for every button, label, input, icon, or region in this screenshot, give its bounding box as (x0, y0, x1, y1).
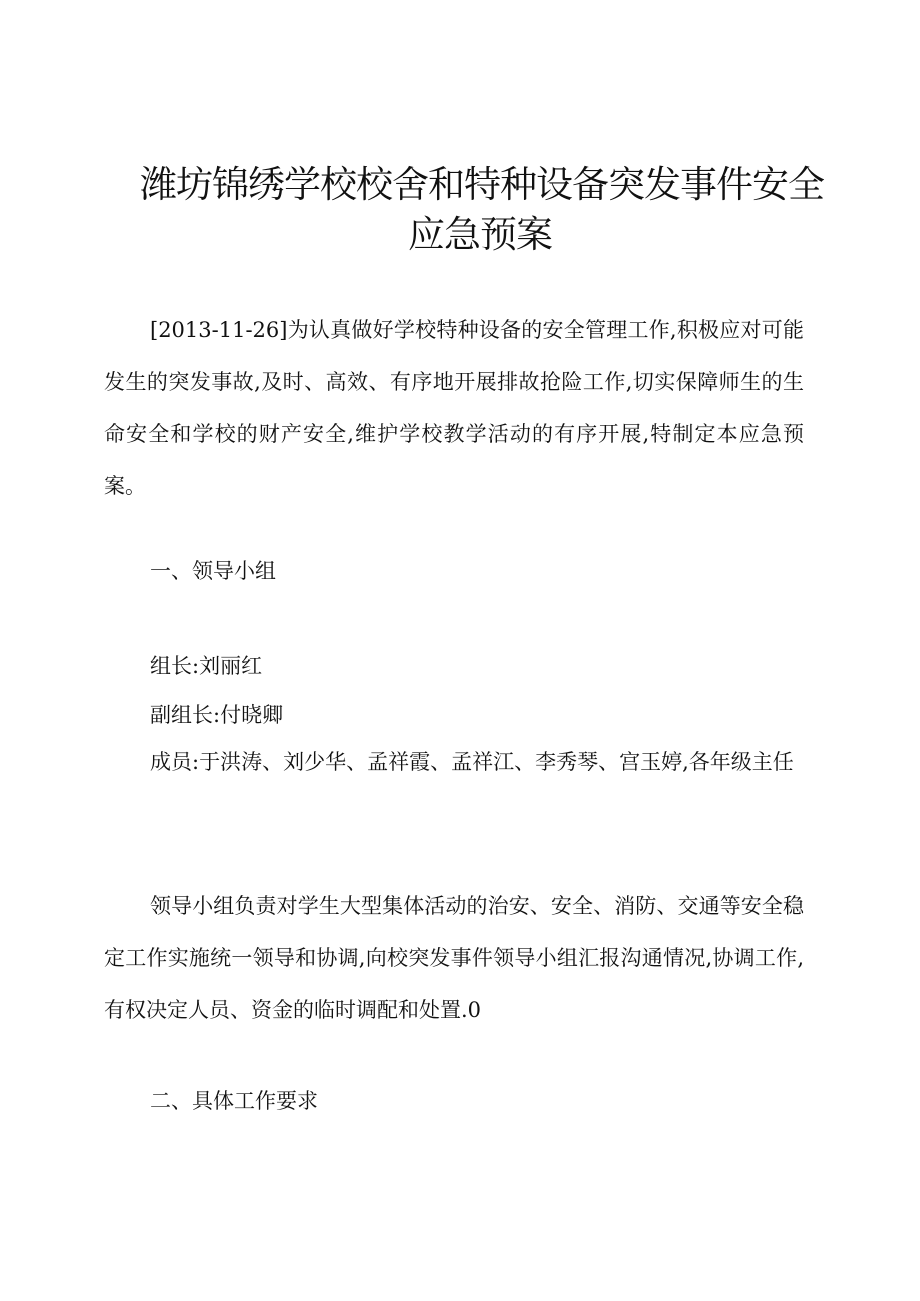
duty-paragraph: 领导小组负责对学生大型集体活动的治安、安全、消防、交通等安全稳定工作实施统一领导和协调,向校突发事件领导小组汇报沟通情况,协调工作,有权决定人员、资金的临时调配和处置.0 (104, 894, 804, 1022)
section-heading-leadership-group: 一、领导小组 (150, 559, 276, 583)
section-heading-work-requirements: 二、具体工作要求 (150, 1089, 318, 1113)
title-line-2: 应急预案 (408, 213, 552, 256)
vice-group-leader: 副组长:付晓卿 (150, 703, 284, 727)
document-title (140, 160, 824, 260)
title-line-1: 潍坊锦绣学校校舍和特种设备突发事件安全 (140, 163, 824, 206)
group-leader: 组长:刘丽红 (150, 654, 263, 678)
group-members: 成员:于洪涛、刘少华、孟祥霞、孟祥江、李秀琴、宫玉婷,各年级主任 (150, 750, 794, 774)
intro-paragraph: [2013-11-26]为认真做好学校特种设备的安全管理工作,积极应对可能发生的突发事故,及时、高效、有序地开展排故抢险工作,切实保障师生的生命安全和学校的财产安全,维护学校教学活动的有序开展,特制定本应急预案。 (104, 318, 804, 498)
